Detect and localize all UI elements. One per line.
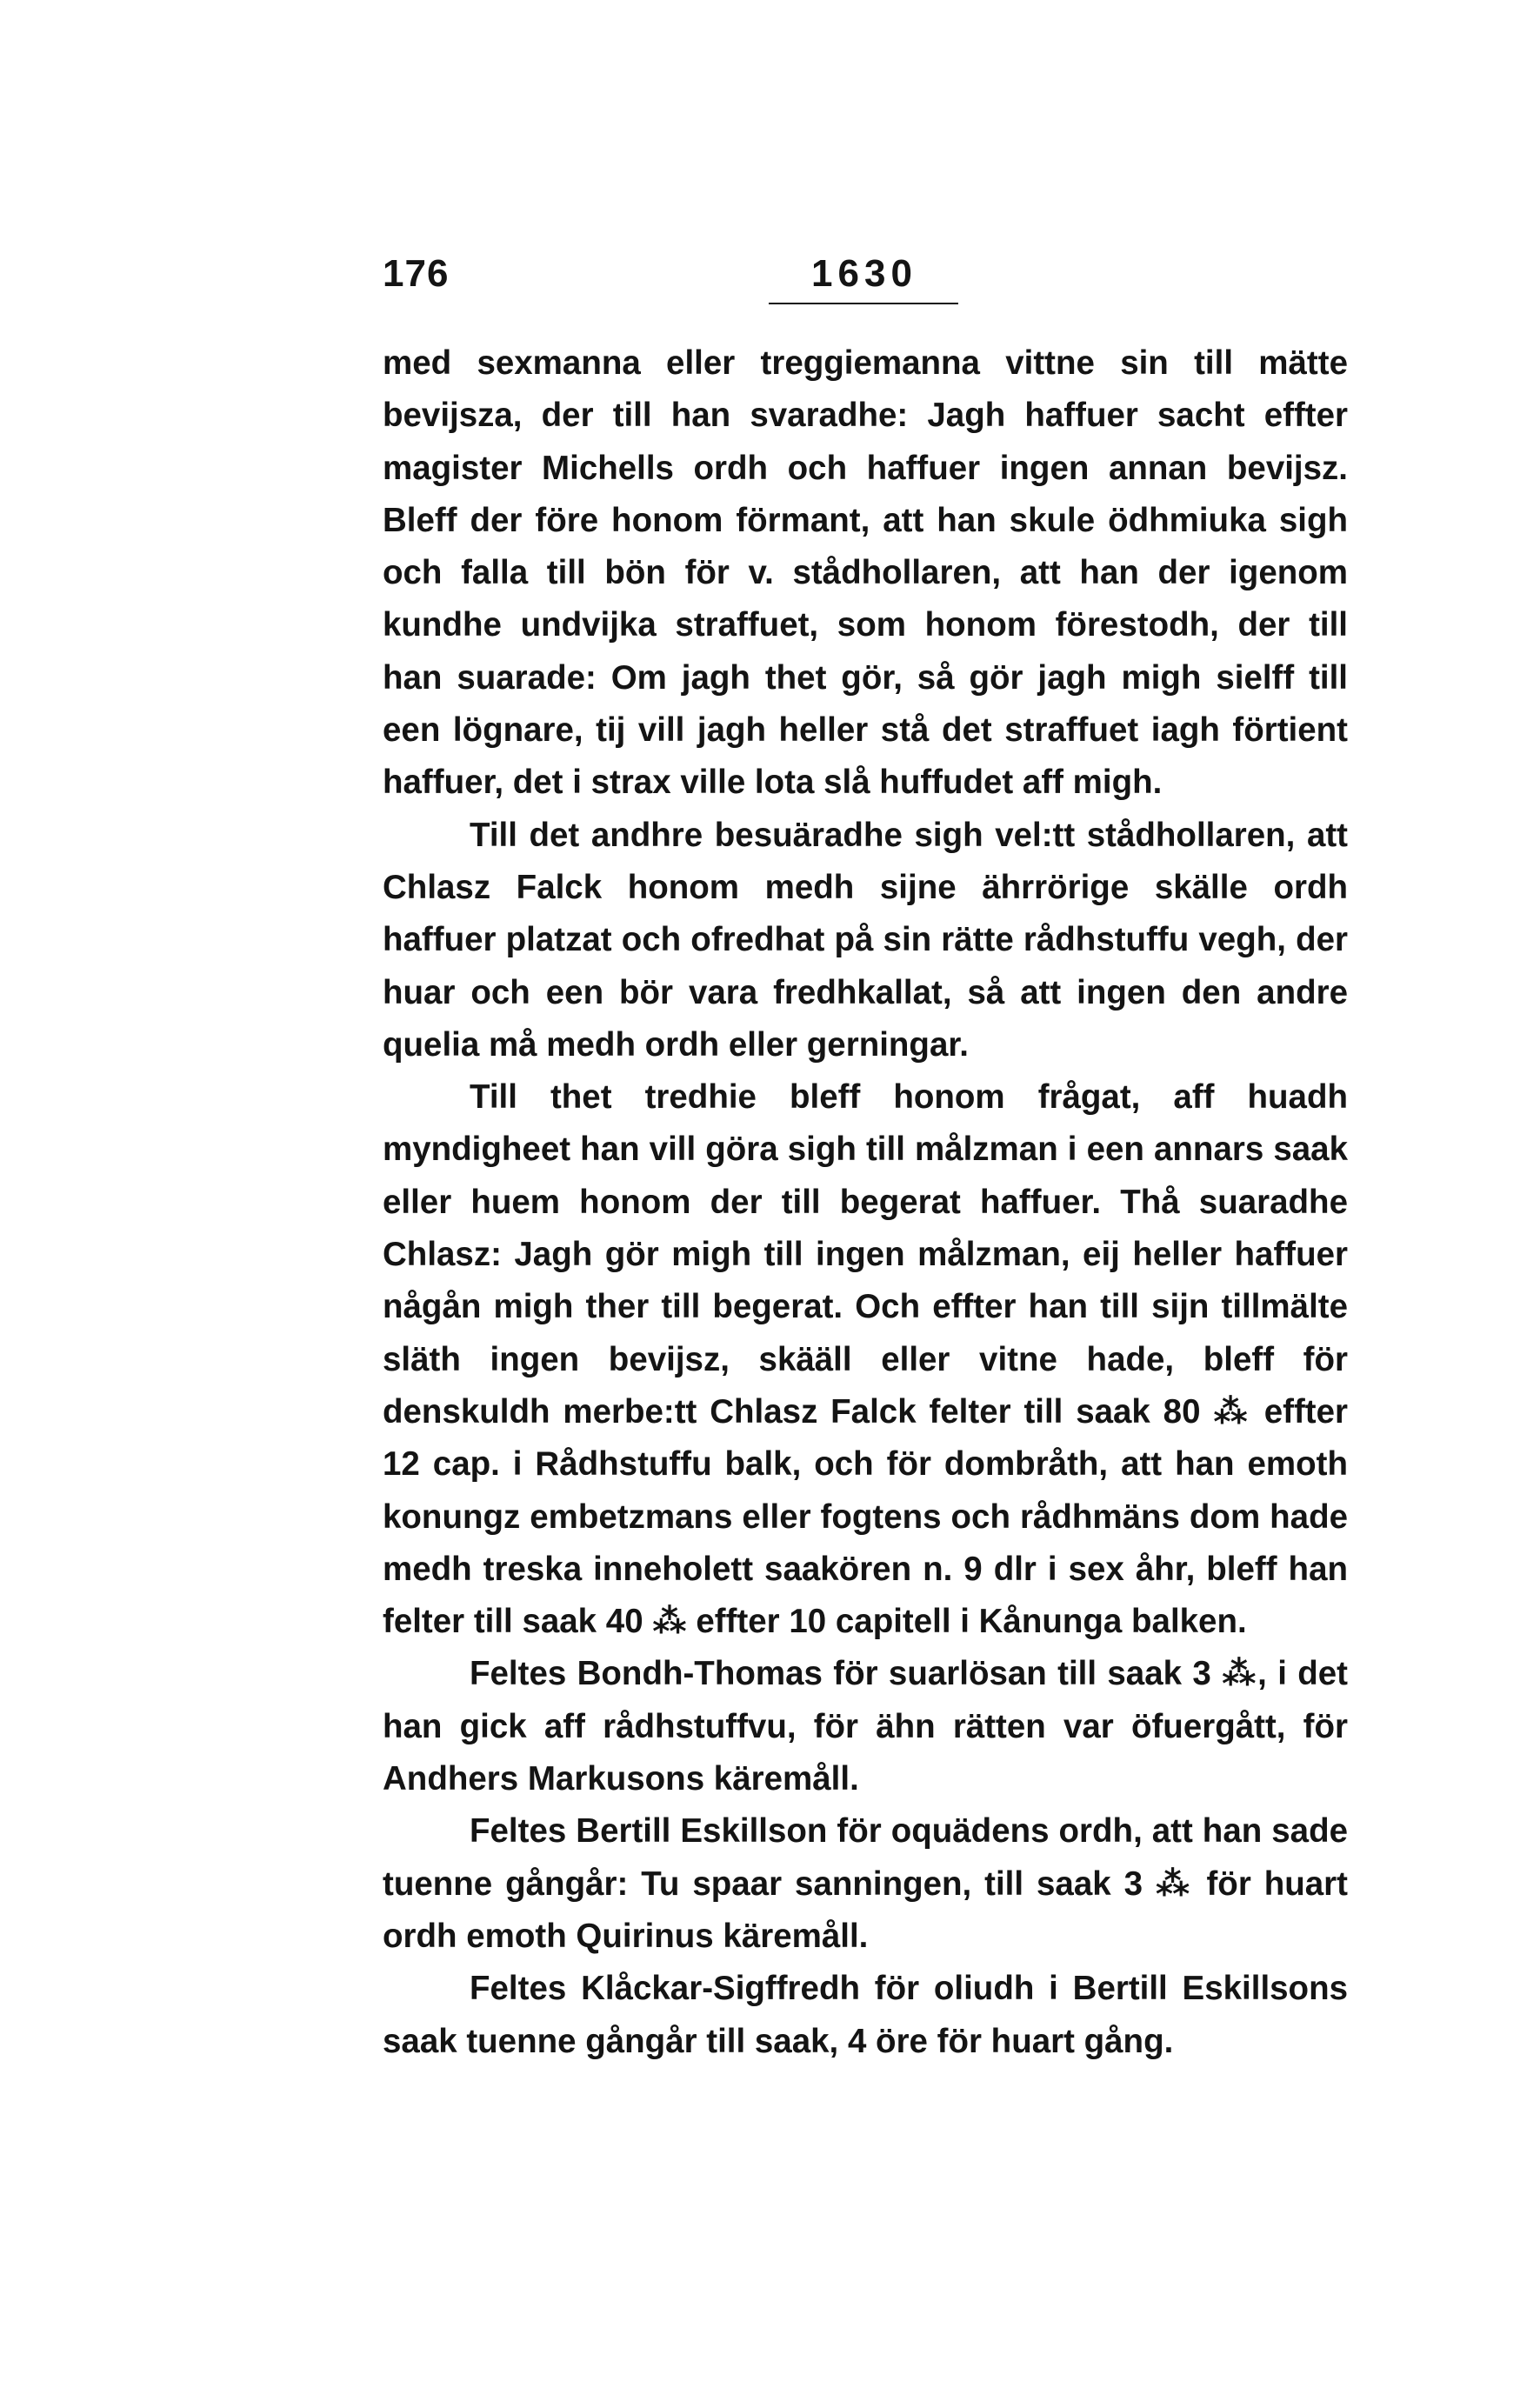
- paragraph-2: Till det andhre besuäradhe sigh vel:tt stådhollaren, att Chlasz Falck honom medh sijne ährrörige skälle ordh haffuer platzat och ofredhat på sin rätte rådhstuffu vegh, der huar och een bör vara fredhkallat, så att ingen den andre quelia må medh ordh eller gerningar.: [383, 816, 1348, 1064]
- body-text: [383, 337, 1348, 2068]
- paragraph-6: Feltes Klåckar-Sigffredh för oliudh i Bertill Eskillsons saak tuenne gångår till saak, 4 öre för huart gång.: [383, 1970, 1348, 2060]
- paragraph-5: Feltes Bertill Eskillson för oquädens ordh, att han sade tuenne gångår: Tu spaar sanningen, till saak 3 ⁂ för huart ordh emoth Quirinus käremåll.: [383, 1812, 1348, 1955]
- running-head-year: 1630: [811, 252, 917, 295]
- paragraph-3: Till thet tredhie bleff honom frågat, aff huadh myndigheet han vill göra sigh till målzman i een annars saak eller huem honom der till begerat haffuer. Thå suaradhe Chlasz: Jagh gör migh till ingen målzman, eij heller haffuer någån migh ther till begerat. Och effter han till sijn tillmälte släth ingen bevijsz, skääll eller vitne hade, bleff för denskuldh merbe:tt Chlasz Falck felter till saak 80 ⁂ effter 12 cap. i Rådhstuffu balk, och för dombråth, att han emoth konungz embetzmans eller fogtens och rådhmäns dom hade medh treska inneholett saakören n. 9 dlr i sex åhr, bleff han felter till saak 40 ⁂ effter 10 capitell i Kånunga balken.: [383, 1078, 1348, 1641]
- paragraph-4: Feltes Bondh-Thomas för suarlösan till saak 3 ⁂, i det han gick aff rådhstuffvu, för ähn rätten var öfuergått, för Andhers Markusons käremåll.: [383, 1655, 1348, 1798]
- paragraph-1: med sexmanna eller treggiemanna vittne sin till mätte bevijsza, der till han svaradhe: Jagh haffuer sacht effter magister Michells ordh och haffuer ingen annan bevijsz. Bleff der före honom förmant, att han skule ödhmiuka sigh och falla till bön för v. stådhollaren, att han der igenom kundhe undvijka straffuet, som honom förestodh, der till han suarade: Om jagh thet gör, så gör jagh migh sielff till een lögnare, tij vill jagh heller stå det straffuet iagh förtient haffuer, det i strax ville lota slå huffudet aff migh.: [383, 344, 1348, 802]
- page-number: 176: [383, 252, 450, 295]
- page-header: [383, 252, 1339, 313]
- header-rule: [769, 303, 958, 304]
